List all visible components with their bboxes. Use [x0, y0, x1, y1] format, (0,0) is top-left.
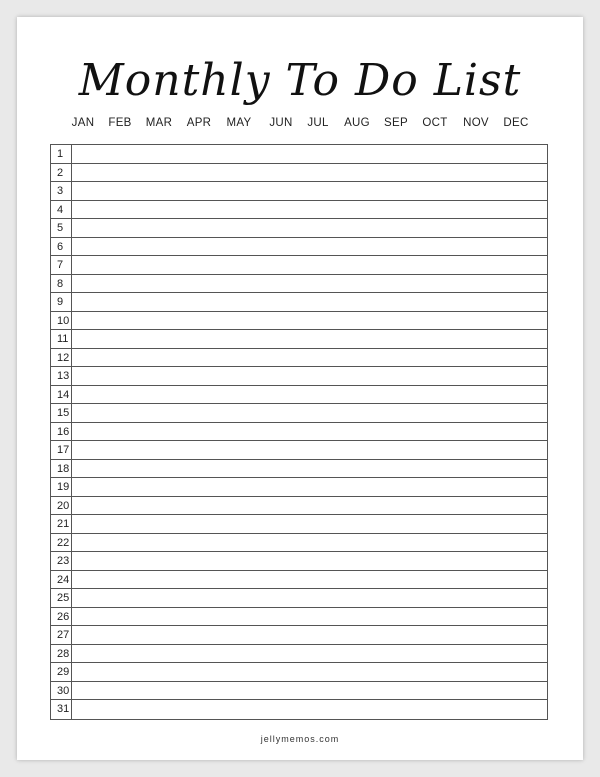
todo-row[interactable] [51, 404, 547, 423]
row-number: 8 [57, 277, 64, 290]
row-number: 26 [57, 610, 70, 623]
month-dec: DEC [503, 117, 529, 129]
row-number: 21 [57, 518, 70, 531]
row-number: 24 [57, 573, 70, 586]
month-mar: MAR [145, 117, 173, 129]
row-number: 28 [57, 647, 70, 660]
row-number: 17 [57, 444, 70, 457]
row-number: 20 [57, 499, 70, 512]
month-feb: FEB [108, 117, 132, 129]
row-number: 19 [57, 481, 70, 494]
row-number: 15 [57, 407, 70, 420]
row-number: 4 [57, 203, 64, 216]
row-number: 23 [57, 555, 70, 568]
todo-row[interactable] [51, 608, 547, 627]
row-number: 11 [57, 333, 69, 346]
footer-website: jellymemos.com [260, 734, 340, 744]
row-number: 29 [57, 666, 70, 679]
row-number: 16 [57, 425, 70, 438]
todo-row[interactable] [51, 571, 547, 590]
row-number: 10 [57, 314, 70, 327]
todo-row[interactable] [51, 460, 547, 479]
planner-page [17, 17, 583, 760]
todo-row[interactable] [51, 552, 547, 571]
todo-row[interactable] [51, 386, 547, 405]
todo-row[interactable] [51, 682, 547, 701]
todo-grid [50, 144, 548, 720]
month-may: MAY [226, 117, 252, 129]
row-number: 3 [57, 185, 64, 198]
row-number: 13 [57, 370, 70, 383]
todo-row[interactable] [51, 534, 547, 553]
month-jul: JUL [307, 117, 329, 129]
month-nov: NOV [463, 117, 489, 129]
row-number: 9 [57, 296, 64, 309]
row-number: 2 [57, 166, 64, 179]
todo-row[interactable] [51, 423, 547, 442]
todo-row[interactable] [51, 663, 547, 682]
todo-row[interactable] [51, 349, 547, 368]
todo-row[interactable] [51, 441, 547, 460]
row-number: 31 [57, 703, 70, 716]
row-number: 12 [57, 351, 70, 364]
todo-row[interactable] [51, 626, 547, 645]
todo-row[interactable] [51, 145, 547, 164]
todo-row[interactable] [51, 497, 547, 516]
row-number: 27 [57, 629, 70, 642]
todo-row[interactable] [51, 238, 547, 257]
todo-row[interactable] [51, 478, 547, 497]
todo-row[interactable] [51, 201, 547, 220]
todo-row[interactable] [51, 367, 547, 386]
month-jan: JAN [71, 117, 95, 129]
row-number: 14 [57, 388, 70, 401]
row-number: 22 [57, 536, 70, 549]
todo-row[interactable] [51, 312, 547, 331]
row-number: 6 [57, 240, 64, 253]
row-number: 1 [57, 148, 64, 160]
todo-row[interactable] [51, 589, 547, 608]
row-number: 5 [57, 222, 64, 235]
todo-row[interactable] [51, 645, 547, 664]
month-aug: AUG [344, 117, 370, 129]
todo-row[interactable] [51, 219, 547, 238]
row-number: 7 [57, 259, 64, 272]
row-number: 25 [57, 592, 70, 605]
todo-row[interactable] [51, 700, 547, 719]
todo-row[interactable] [51, 293, 547, 312]
todo-row[interactable] [51, 275, 547, 294]
row-number: 30 [57, 684, 70, 697]
month-sep: SEP [384, 117, 408, 129]
month-oct: OCT [422, 117, 448, 129]
month-jun: JUN [269, 117, 293, 129]
page-title: Monthly To Do List [78, 55, 522, 106]
todo-row[interactable] [51, 330, 547, 349]
todo-row[interactable] [51, 182, 547, 201]
row-number: 18 [57, 462, 70, 475]
month-apr: APR [186, 117, 212, 129]
todo-row[interactable] [51, 515, 547, 534]
todo-row[interactable] [51, 164, 547, 183]
todo-row[interactable] [51, 256, 547, 275]
